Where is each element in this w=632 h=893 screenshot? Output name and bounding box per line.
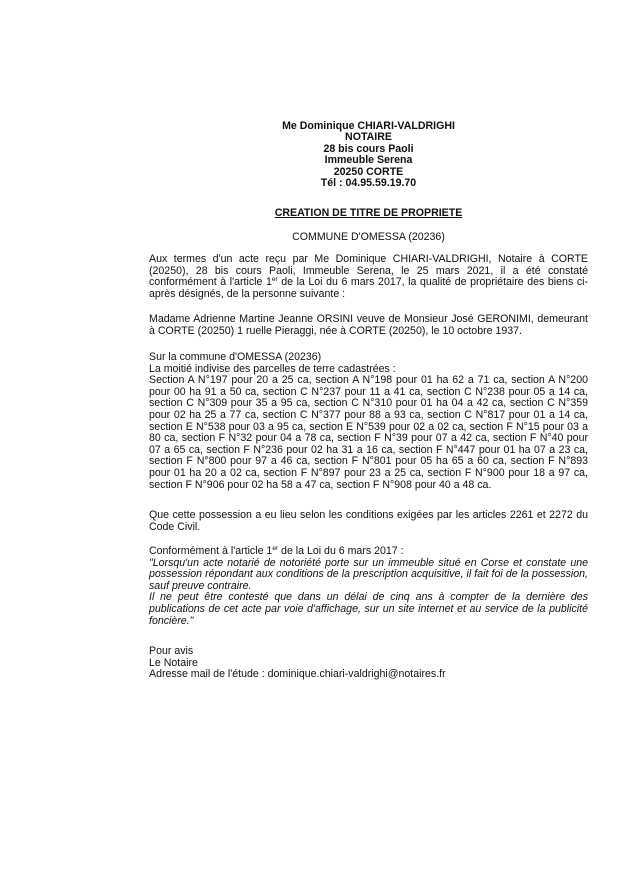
email-address: dominique.chiari-valdrighi@notaires.fr xyxy=(267,668,446,681)
notary-name: Me Dominique CHIARI-VALDRIGHI xyxy=(282,120,455,132)
commune-heading: COMMUNE D'OMESSA (20236) xyxy=(292,231,445,243)
law-quote-second: Il ne peut être contesté que dans un délai de cinq ans à compter de la dernière des publications de cet acte par voie d'affichage, sur un site internet et au service de la publicité foncière." xyxy=(149,591,588,627)
closing-signature: Le Notaire xyxy=(149,656,198,669)
law-section xyxy=(149,546,588,627)
parcels-list: Section A N°197 pour 20 a 25 ca, section A N°198 pour 01 ha 62 a 71 ca, section A N°200 pour 00 ha 91 a 50 ca, section C N°237 pour 11 a 41 ca, section C N°238 pour 05 a 14 ca, section C N°309 pour 35 a 95 ca, section C N°310 pour 01 ha 04 a 42 ca, section C N°359 pour 02 ha 25 a 77 ca, section C N°377 pour 88 a 93 ca, section C N°817 pour 01 a 14 ca, section E N°538 pour 03 a 95 ca, section E N°539 pour 02 a 02 ca, section F N°15 pour 03 a 80 ca, section F N°32 pour 04 a 78 ca, section F N°39 pour 07 a 42 ca, section F N°40 pour 07 a 65 ca, section F N°236 pour 02 ha 31 a 16 ca, section F N°447 pour 01 ha 07 a 23 ca, section F N°800 pour 97 a 46 ca, section F N°801 pour 05 ha 65 a 60 ca, section F N°893 pour 01 ha 20 a 02 ca, section F N°897 pour 23 a 25 ca, section F N°900 pour 18 a 97 ca, section F N°906 pour 02 ha 58 a 47 ca, section F N°908 pour 40 a 48 ca. xyxy=(149,374,588,491)
email-label: Adresse mail de l'étude : xyxy=(149,668,268,681)
law-intro xyxy=(149,546,588,558)
deed-text-start: Aux termes d'un acte reçu par Me Dominique CHIARI-VALDRIGHI, Notaire à CORTE (20250), 28 bis cours Paoli, Immeuble Serena, le 25 mars 2021, il a été constaté conformément à l'article 1 xyxy=(149,253,588,289)
closing-section xyxy=(149,646,588,681)
notary-address-city: 20250 CORTE xyxy=(333,165,404,178)
closing-pour-avis: Pour avis xyxy=(149,645,194,657)
law-quote-first: "Lorsqu'un acte notarié de notoriété porte sur un immeuble situé en Corse et constate une possession répondant aux conditions de la prescription acquisitive, il fait foi de la possession, sauf preuve contraire. xyxy=(149,556,588,592)
law-intro-start: Conformément à l'article 1 xyxy=(149,545,273,557)
document-title: CREATION DE TITRE DE PROPRIETE xyxy=(274,207,463,219)
notary-address-street: 28 bis cours Paoli xyxy=(323,142,414,155)
deed-text-end: de la Loi du 6 mars 2017, la qualité de propriétaire des biens ci-après désignés, de la personne suivante : xyxy=(149,276,588,300)
parcels-commune: Sur la commune d'OMESSA (20236) xyxy=(149,351,322,363)
parcels-section xyxy=(149,352,588,491)
notary-header xyxy=(149,121,588,189)
parcels-intro: La moitié indivise des parcelles de terre cadastrées : xyxy=(149,362,396,375)
deed-article-sup: er xyxy=(271,276,278,284)
notary-address-building: Immeuble Serena xyxy=(324,154,413,167)
possession-paragraph: Que cette possession a eu lieu selon les conditions exigées par les articles 2261 et 2272 du Code Civil. xyxy=(149,509,588,533)
owner-paragraph: Madame Adrienne Martine Jeanne ORSINI veuve de Monsieur José GERONIMI, demeurant à CORTE (20250) 1 ruelle Pieraggi, née à CORTE (20250), le 10 octobre 1937. xyxy=(149,313,588,337)
law-article-sup: er xyxy=(272,545,279,552)
deed-paragraph xyxy=(149,254,588,300)
notary-role: NOTAIRE xyxy=(345,131,392,144)
law-intro-end: de la Loi du 6 mars 2017 : xyxy=(278,545,404,557)
notary-phone: Tél : 04.95.59.19.70 xyxy=(320,177,417,190)
closing-email-line xyxy=(149,669,588,681)
